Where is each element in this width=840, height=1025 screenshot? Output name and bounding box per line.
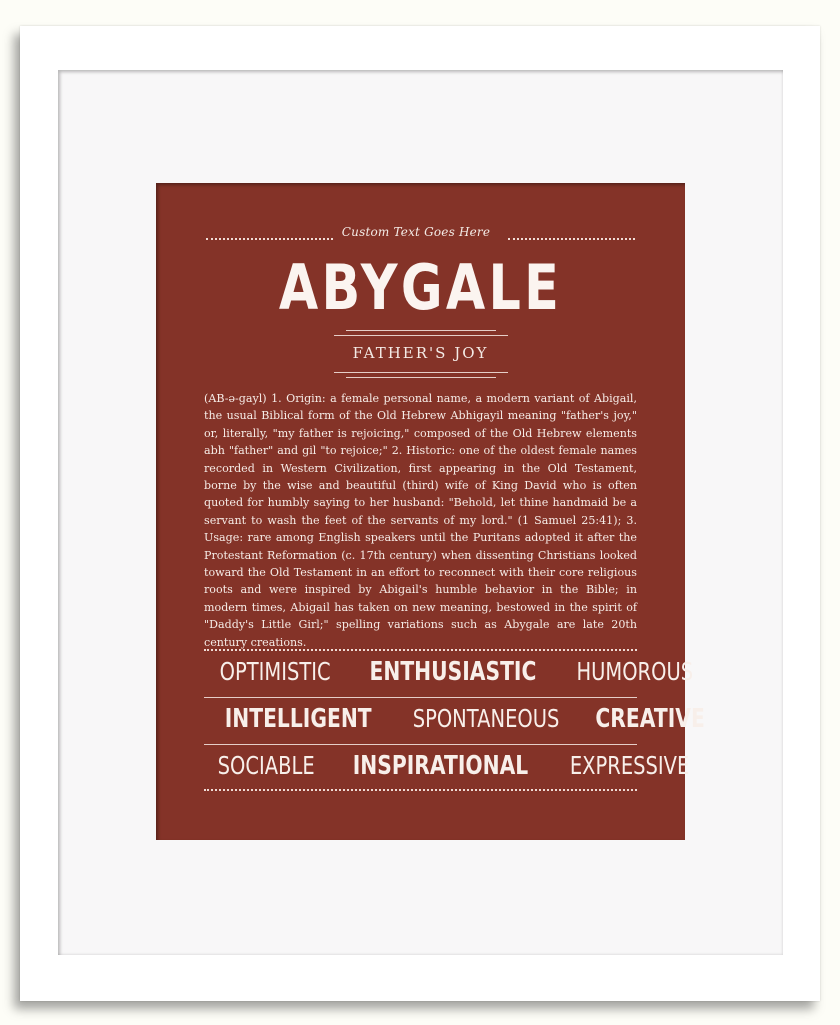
top-right-dotted-rule — [508, 238, 635, 240]
traits-row-2 — [204, 704, 706, 734]
trait-word: INTELLIGENT — [224, 704, 372, 734]
picture-frame — [20, 26, 820, 1001]
trait-word: ENTHUSIASTIC — [369, 657, 537, 687]
trait-word: HUMOROUS — [576, 657, 694, 686]
trait-word: SPONTANEOUS — [413, 704, 560, 733]
custom-text: Custom Text Goes Here — [341, 225, 491, 239]
name-title: ABYGALE — [278, 251, 563, 324]
traits-top-dotted-rule — [204, 649, 637, 651]
trait-word: EXPRESSIVE — [570, 751, 690, 780]
traits-row-1 — [204, 657, 694, 687]
traits-divider-1 — [204, 697, 637, 698]
lower-rule-2 — [346, 377, 496, 378]
upper-rule-2 — [334, 335, 508, 336]
lower-rule-1 — [334, 372, 508, 373]
traits-bottom-dotted-rule — [204, 789, 637, 791]
trait-word: SOCIABLE — [217, 751, 315, 780]
top-left-dotted-rule — [206, 238, 333, 240]
upper-rule-1 — [346, 330, 496, 331]
name-definition: (AB-ə-gayl) 1. Origin: a female personal name, a modern variant of Abigail, the usual Biblical form of the Old Hebrew Abhigayil meaning "father's joy," or, literally, "my father is rejoicing," composed of the Old Hebrew elements abh "father" and gil "to rejoice;" 2. Historic: one of the oldest female names recorded in Western Civilization, first appearing in the Old Testament, borne by the wise and beautiful (third) wife of King David who is often quoted for humbly saying to her husband: "Behold, let thine handmaid be a servant to wash the feet of the servants of my lord." (1 Samuel 25:41); 3. Usage: rare among English speakers until the Puritans adopted it after the Protestant Reformation (c. 17th century) when dissenting Christians looked toward the Old Testament in an effort to reconnect with their core religious roots and were inspired by Abigail's humble behavior in the Bible; in modern times, Abigail has taken on new meaning, bestowed in the spirit of "Daddy's Little Girl;" spelling variations such as Abygale are late 20th century creations. — [204, 392, 637, 649]
name-print — [156, 183, 706, 840]
name-meaning: FATHER'S JOY — [352, 344, 489, 362]
trait-word: CREATIVE — [595, 704, 706, 734]
traits-row-3 — [204, 751, 690, 781]
mat-board — [58, 70, 783, 955]
trait-word: INSPIRATIONAL — [353, 751, 529, 781]
trait-word: OPTIMISTIC — [219, 657, 331, 686]
traits-divider-2 — [204, 744, 637, 745]
